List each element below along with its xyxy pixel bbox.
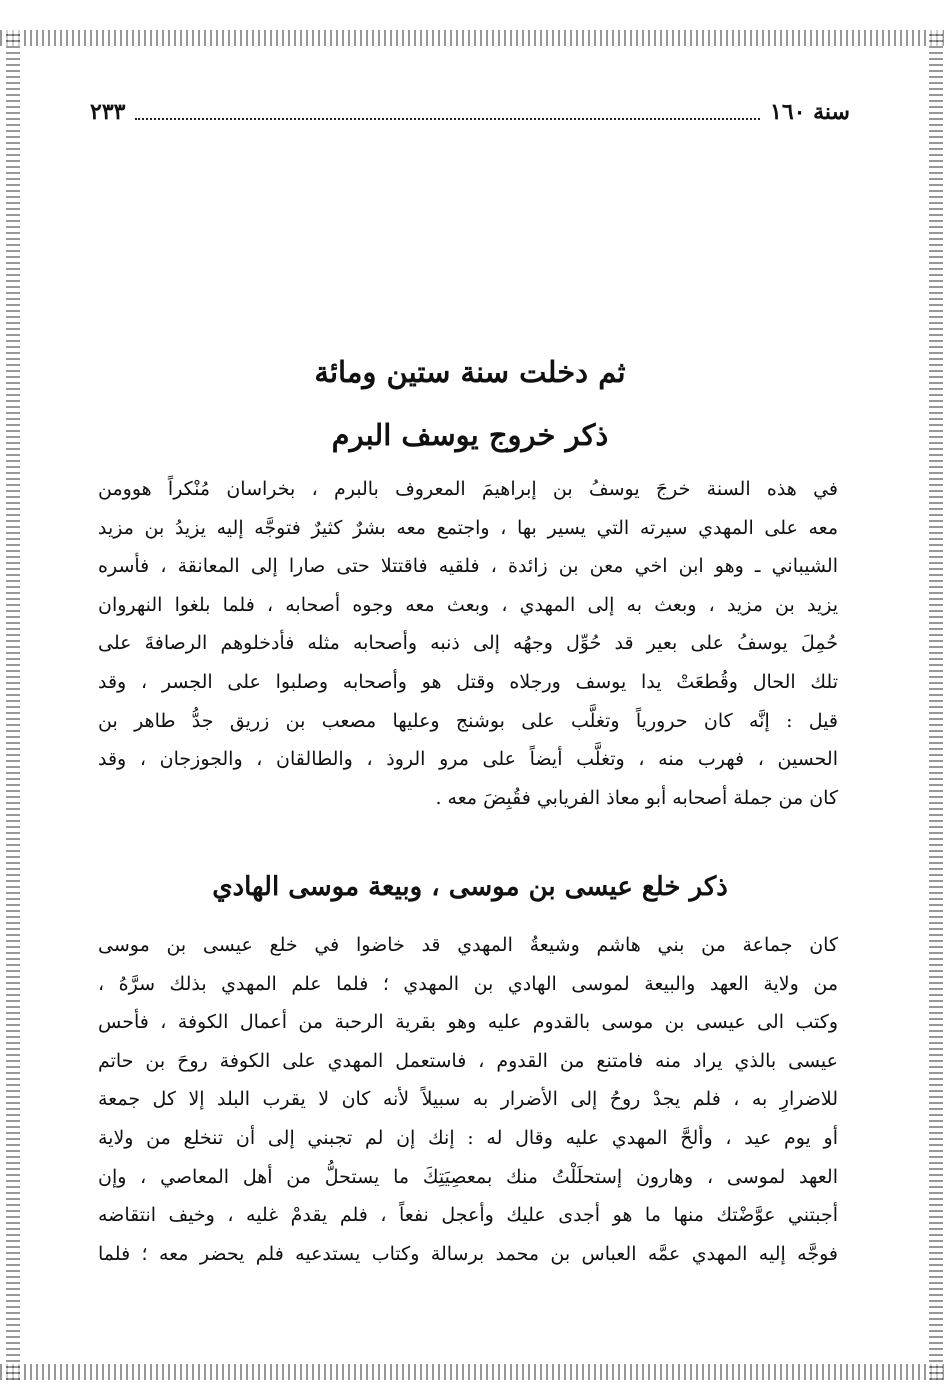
running-header — [90, 95, 850, 129]
bottom-ornamental-border — [0, 1364, 945, 1380]
paragraph-line: وكتب الى عيسى بن موسى بالقدوم عليه وهو بقرية الرحبة من أعمال الكوفة ، فأحس — [98, 1011, 838, 1034]
section1-paragraph — [98, 470, 838, 817]
paragraph-line: قيل : إنَّه كان حرورياً وتغلَّب على بوشنج وعليها مصعب بن زريق جدُّ طاهر بن — [98, 709, 838, 732]
paragraph-line: للاضرارِ به ، فلم يجدْ روحُ إلى الأضرار به سبيلاً لأنه كان لا يقرب البلد إلا كل جمعة — [98, 1088, 838, 1111]
paragraph-line: أجبتني عوَّضْتك منها ما هو أجدى عليك وأعجل نفعاً ، فلم يقدمْ غليه ، وخيف انتقاضه — [98, 1204, 838, 1227]
section-title-isa-ibn-musa: ذكر خلع عيسى بن موسى ، وبيعة موسى الهادي — [212, 872, 728, 902]
paragraph-line: كان من جملة أصحابه أبو معاذ الفريابي فقُبِضَ معه . — [435, 786, 838, 809]
paragraph-line: حُمِلَ يوسفُ على بعير قد حُوِّل وجهُه إلى ذنبه وأصحابه مثله فأدخلوهم الرصافةَ على — [98, 632, 838, 655]
paragraph-line: عيسى بالذي يراد منه فامتنع من القدوم ، فاستعمل المهدي على الكوفة روحَ بن حاتم — [98, 1049, 838, 1072]
paragraph-line: يزيد بن مزيد ، وبعث به إلى المهدي ، وبعث معه وجوه أصحابه ، فلما بلغوا النهروان — [98, 593, 838, 616]
running-header-year: سنة ١٦٠ — [770, 99, 850, 125]
paragraph-line: الحسين ، فهرب منه ، وتغلَّب أيضاً على مرو الروذ ، والطالقان ، والجوزجان ، وقد — [98, 748, 838, 771]
paragraph-line: العهد لموسى ، وهارون إستحلَلْتُ منك بمعصِيَتِكَ ما يستحلُّ من أهل المعاصي ، وإن — [98, 1165, 838, 1188]
right-ornamental-border — [929, 30, 943, 1380]
top-ornamental-border — [0, 30, 945, 46]
left-ornamental-border — [6, 30, 20, 1380]
page-number: ٢٣٣ — [90, 99, 126, 125]
section2-paragraph — [98, 926, 838, 1273]
paragraph-line: الشيباني ـ وهو ابن اخي معن بن زائدة ، فلقيه فاقتتلا حتى صارا إلى المعانقة ، فأسره — [98, 555, 838, 578]
paragraph-line: معه على المهدي سيرته التي يسير بها ، واجتمع معه بشرٌ كثيرٌ فتوجَّه إليه يزيدُ بن مزيد — [98, 516, 838, 539]
section-title-yusuf-al-barm: ذكر خروج يوسف البرم — [331, 418, 609, 452]
year-heading: ثم دخلت سنة ستين ومائة — [314, 355, 626, 389]
paragraph-line: تلك الحال وقُطعَتْ يدا يوسف ورجلاه وقتل هو وأصحابه وصلبوا على الجسر ، وقد — [98, 670, 838, 693]
paragraph-line: أو يوم عيد ، وألحَّ المهدي عليه وقال له : إنك إن لم تجبني إلى أن تنخلع من ولاية — [98, 1126, 838, 1149]
dotted-leader — [135, 104, 760, 120]
paragraph-line: كان جماعة من بني هاشم وشيعةُ المهدي قد خاضوا في خلع عيسى بن موسى — [98, 934, 838, 956]
paragraph-line: فوجَّه إليه المهدي عمَّه العباس بن محمد برسالة وكتاب يستدعيه فلم يحضر معه ؛ فلما — [98, 1242, 838, 1265]
paragraph-line: في هذه السنة خرجَ يوسفُ بن إبراهيمَ المعروف بالبرم ، بخراسان مُنْكراً هوومن — [98, 478, 838, 500]
paragraph-line: من ولاية العهد والبيعة لموسى الهادي بن المهدي ؛ فلما علم المهدي بذلك سرَّهُ ، — [98, 972, 838, 995]
